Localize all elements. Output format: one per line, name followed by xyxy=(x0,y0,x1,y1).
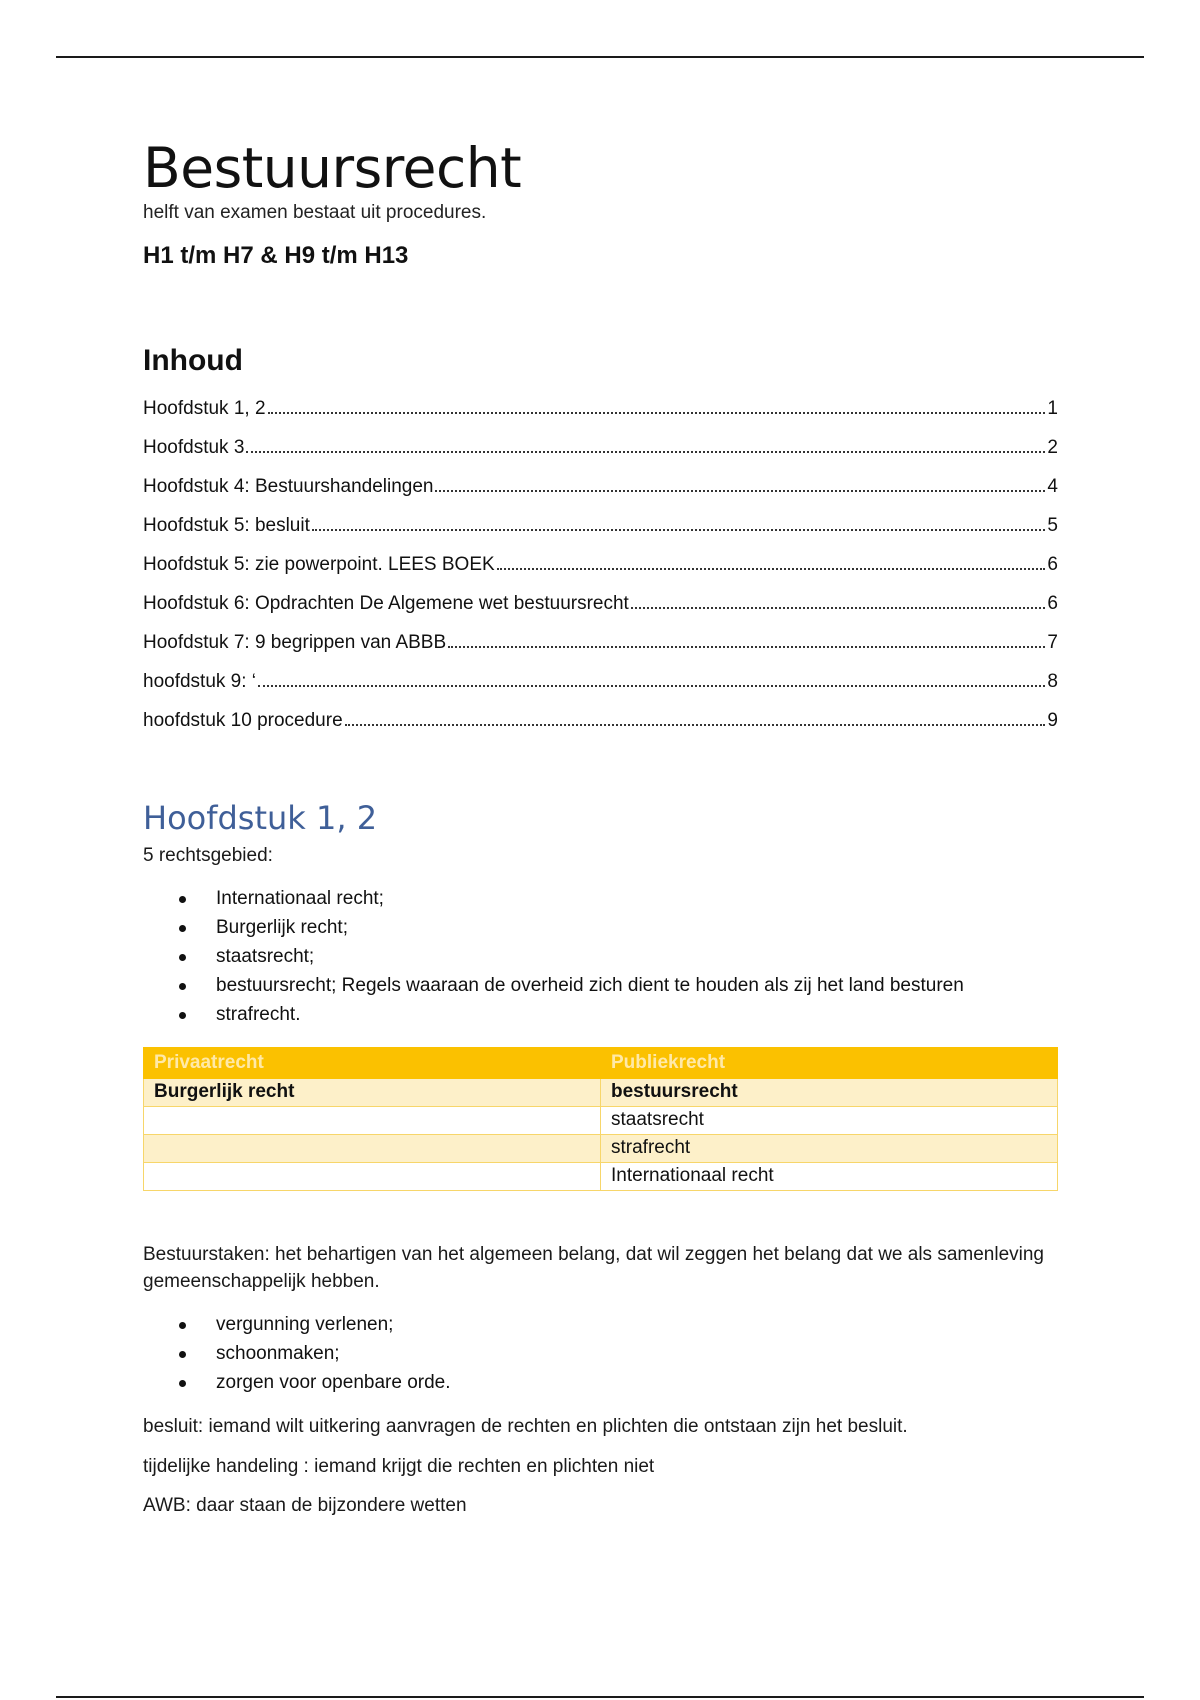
toc-leader xyxy=(497,568,1046,570)
toc-entry-page: 6 xyxy=(1047,554,1058,576)
toc-entry-label: Hoofdstuk 7: 9 begrippen van ABBB xyxy=(143,632,447,654)
table-cell: Internationaal recht xyxy=(601,1162,1058,1190)
toc-leader xyxy=(258,685,1045,687)
toc-entry-page: 5 xyxy=(1047,515,1058,537)
list-item: Internationaal recht; xyxy=(179,884,1058,913)
toc-leader xyxy=(312,529,1046,531)
toc-entry-label: Hoofdstuk 4: Bestuurshandelingen xyxy=(143,476,434,498)
toc-leader xyxy=(246,451,1045,453)
toc-leader xyxy=(448,646,1045,648)
toc-entry[interactable] xyxy=(143,701,1058,740)
toc-entry-page: 2 xyxy=(1047,437,1058,459)
list-item: zorgen voor openbare orde. xyxy=(179,1368,1058,1397)
table-header-publiekrecht: Publiekrecht xyxy=(601,1047,1058,1078)
list-item: strafrecht. xyxy=(179,1000,1058,1029)
list-item: vergunning verlenen; xyxy=(179,1310,1058,1339)
toc-entry-label: Hoofdstuk 1, 2 xyxy=(143,398,266,420)
toc-entry-label: Hoofdstuk 6: Opdrachten De Algemene wet bestuursrecht xyxy=(143,593,629,615)
page-content xyxy=(143,138,1058,1532)
toc-entry[interactable] xyxy=(143,584,1058,623)
table-of-contents xyxy=(143,389,1058,740)
toc-entry[interactable] xyxy=(143,428,1058,467)
toc-entry-page: 7 xyxy=(1047,632,1058,654)
toc-heading: Inhoud xyxy=(143,344,243,378)
table-header-privaatrecht: Privaatrecht xyxy=(144,1047,601,1078)
table-cell: Burgerlijk recht xyxy=(144,1078,601,1106)
toc-entry[interactable] xyxy=(143,467,1058,506)
document-title: Bestuursrecht xyxy=(143,136,522,200)
tasks-list xyxy=(143,1310,1058,1397)
toc-entry[interactable] xyxy=(143,545,1058,584)
chapter-heading: Hoofdstuk 1, 2 xyxy=(143,799,378,838)
table-row xyxy=(144,1078,1058,1106)
toc-entry-page: 1 xyxy=(1047,398,1058,420)
tasks-paragraph: Bestuurstaken: het behartigen van het algemeen belang, dat wil zeggen het belang dat we als samenleving gemeenschappelijk hebben. xyxy=(143,1243,1044,1293)
list-item: bestuursrecht; Regels waaraan de overheid zich dient te houden als zij het land besturen xyxy=(179,971,1058,1000)
toc-entry-label: Hoofdstuk 5: zie powerpoint. LEES BOEK xyxy=(143,554,495,576)
table-header-row xyxy=(144,1047,1058,1078)
law-areas-table xyxy=(143,1047,1058,1191)
table-row xyxy=(144,1162,1058,1190)
page-top-rule xyxy=(56,56,1144,58)
toc-leader xyxy=(268,412,1046,414)
page-bottom-rule xyxy=(56,1696,1144,1698)
awb-paragraph: AWB: daar staan de bijzondere wetten xyxy=(143,1495,467,1517)
toc-entry-page: 9 xyxy=(1047,710,1058,732)
table-cell: bestuursrecht xyxy=(601,1078,1058,1106)
table-cell xyxy=(144,1162,601,1190)
table-cell xyxy=(144,1106,601,1134)
toc-entry-label: hoofdstuk 9: ‘ xyxy=(143,671,257,693)
toc-entry-label: hoofdstuk 10 procedure xyxy=(143,710,343,732)
table-cell: strafrecht xyxy=(601,1134,1058,1162)
tijdelijke-paragraph: tijdelijke handeling : iemand krijgt die rechten en plichten niet xyxy=(143,1455,655,1477)
chapter-intro: 5 rechtsgebied: xyxy=(143,845,273,867)
toc-entry-label: Hoofdstuk 3 xyxy=(143,437,245,459)
list-item: Burgerlijk recht; xyxy=(179,913,1058,942)
besluit-paragraph: besluit: iemand wilt uitkering aanvragen de rechten en plichten die ontstaan zijn het besluit. xyxy=(143,1416,908,1438)
toc-leader xyxy=(631,607,1046,609)
table-cell xyxy=(144,1134,601,1162)
table-cell: staatsrecht xyxy=(601,1106,1058,1134)
toc-entry-page: 8 xyxy=(1047,671,1058,693)
toc-leader xyxy=(345,724,1046,726)
toc-entry[interactable] xyxy=(143,506,1058,545)
toc-entry-label: Hoofdstuk 5: besluit xyxy=(143,515,310,537)
document-scope: H1 t/m H7 & H9 t/m H13 xyxy=(143,242,409,270)
document-subtitle: helft van examen bestaat uit procedures. xyxy=(143,201,487,223)
list-item: schoonmaken; xyxy=(179,1339,1058,1368)
toc-leader xyxy=(435,490,1045,492)
law-areas-list xyxy=(143,884,1058,1029)
toc-entry[interactable] xyxy=(143,662,1058,701)
toc-entry-page: 6 xyxy=(1047,593,1058,615)
table-row xyxy=(144,1134,1058,1162)
toc-entry[interactable] xyxy=(143,623,1058,662)
toc-entry[interactable] xyxy=(143,389,1058,428)
toc-entry-page: 4 xyxy=(1047,476,1058,498)
table-row xyxy=(144,1106,1058,1134)
list-item: staatsrecht; xyxy=(179,942,1058,971)
